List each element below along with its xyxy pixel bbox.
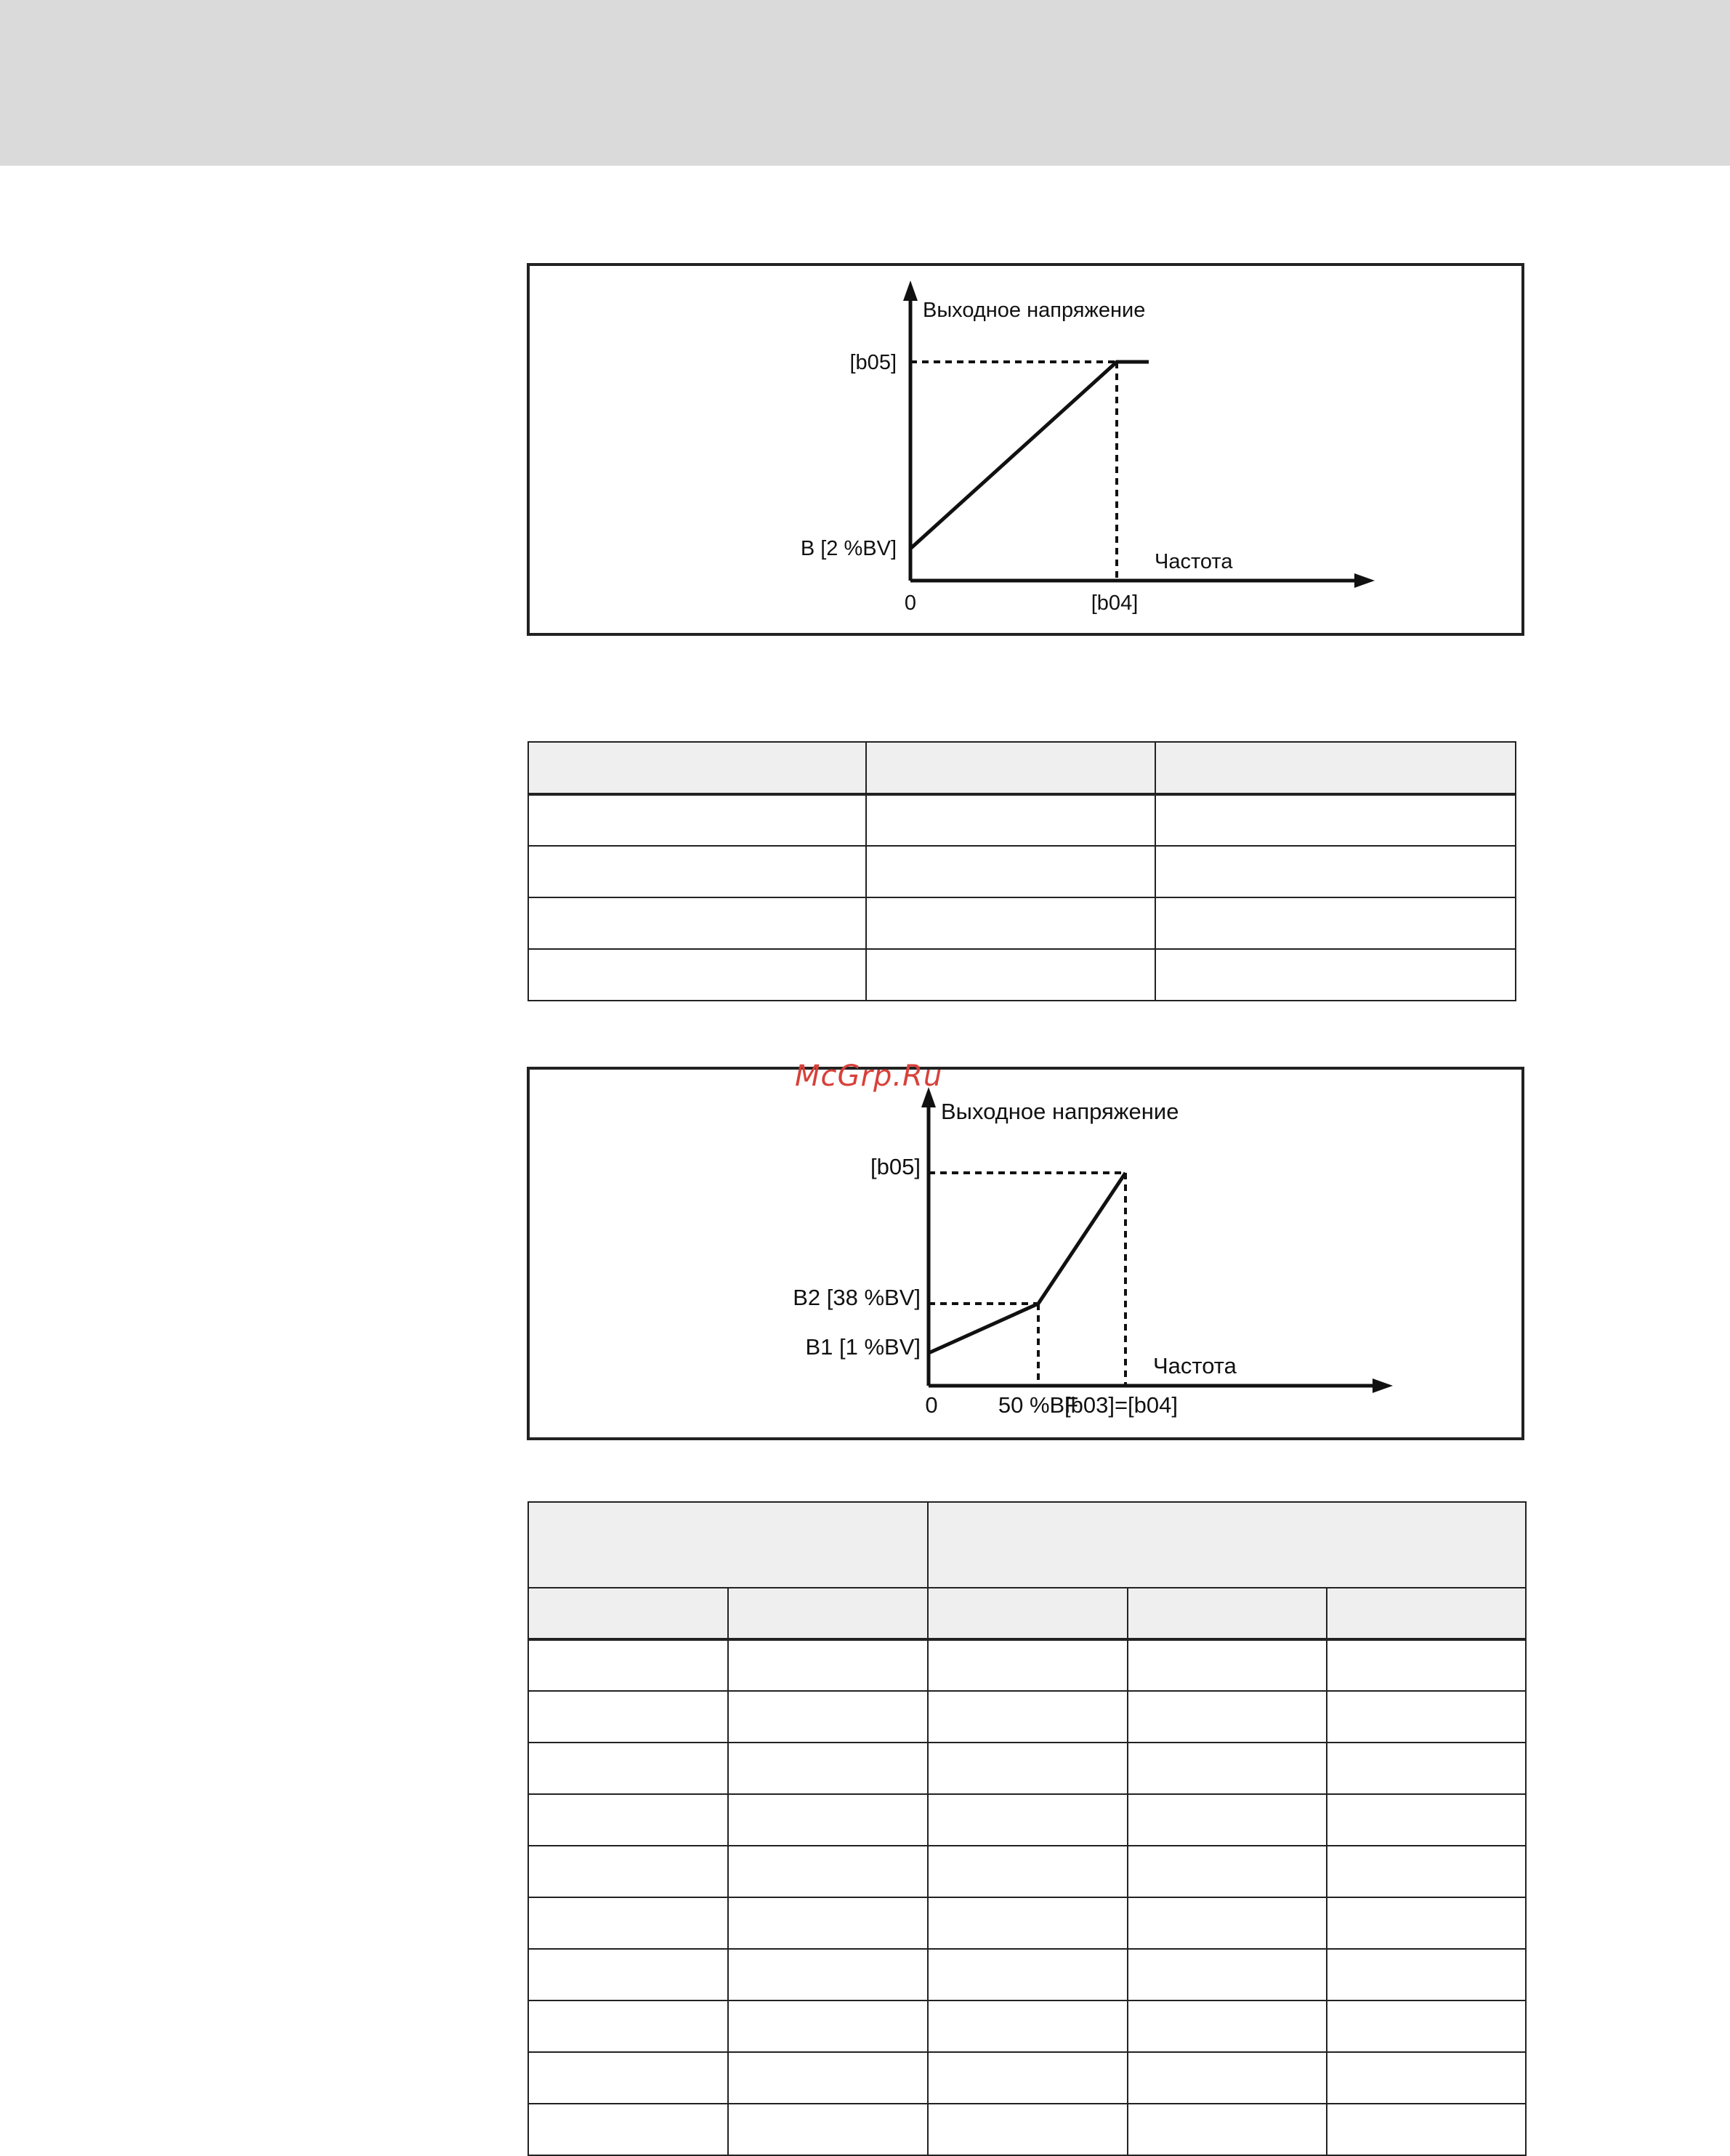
y-mid-label: B2 [38 %BV] <box>793 1285 921 1310</box>
table-cell <box>1327 1691 1526 1743</box>
table-cell <box>528 1743 728 1794</box>
x-mid-label: 50 %BF <box>998 1392 1079 1418</box>
table-cell <box>528 897 866 949</box>
table-row <box>528 1691 1526 1743</box>
table-cell <box>528 846 866 897</box>
figure-two-segment-characteristic <box>527 1067 1524 1440</box>
y-top-label: [b05] <box>849 351 897 374</box>
table-cell <box>928 2000 1128 2052</box>
x-axis-arrow-icon <box>1373 1378 1393 1393</box>
table-cell <box>866 794 1155 846</box>
table-cell <box>1155 846 1516 897</box>
table-cell <box>928 1846 1128 1897</box>
table-cell <box>928 2104 1128 2155</box>
table-header-cell <box>928 1502 1526 1588</box>
table-cell <box>928 1743 1128 1794</box>
table-cell <box>1155 897 1516 949</box>
table-cell <box>528 1639 728 1691</box>
table-header-cell <box>1155 742 1516 794</box>
table-cell <box>728 1639 928 1691</box>
table-cell <box>728 1846 928 1897</box>
y-axis-arrow-icon <box>903 280 918 301</box>
table-cell <box>1128 2000 1327 2052</box>
parameter-table-2 <box>528 1501 1527 2156</box>
parameter-table-1 <box>528 741 1516 1001</box>
table-cell <box>1155 794 1516 846</box>
table-cell <box>1128 2104 1327 2155</box>
x-axis-label: Частота <box>1153 1353 1237 1378</box>
table-cell <box>1327 1794 1526 1846</box>
table-row <box>528 794 1516 846</box>
table-header-cell <box>1128 1588 1327 1639</box>
chart-two-segment <box>530 1070 1521 1437</box>
table-header-cell <box>528 742 866 794</box>
table-header-row-group <box>528 1502 1526 1588</box>
table-cell <box>1128 1639 1327 1691</box>
table-row <box>528 1639 1526 1691</box>
table-cell <box>1327 1743 1526 1794</box>
table-cell <box>928 1949 1128 2000</box>
table-row <box>528 1949 1526 2000</box>
table-cell <box>528 1794 728 1846</box>
table-header-cell <box>1327 1588 1526 1639</box>
table-cell <box>928 1897 1128 1949</box>
table-header-cell <box>728 1588 928 1639</box>
table-header-cell <box>528 1502 928 1588</box>
table-cell <box>928 2052 1128 2104</box>
table-cell <box>728 2104 928 2155</box>
figure-linear-characteristic <box>527 263 1524 636</box>
table-header-cell <box>528 1588 728 1639</box>
table-row <box>528 1743 1526 1794</box>
origin-label: 0 <box>904 592 917 615</box>
y-top-label: [b05] <box>870 1154 921 1179</box>
table-cell <box>528 2000 728 2052</box>
table-cell <box>528 2104 728 2155</box>
table-row <box>528 2104 1526 2155</box>
table-cell <box>928 1639 1128 1691</box>
table-cell <box>528 1691 728 1743</box>
table-row <box>528 846 1516 897</box>
table-row <box>528 1846 1526 1897</box>
table-cell <box>728 2000 928 2052</box>
table-cell <box>1327 1949 1526 2000</box>
table-cell <box>728 1743 928 1794</box>
table-row <box>528 2000 1526 2052</box>
table-cell <box>1327 2104 1526 2155</box>
table-header-row <box>528 1588 1526 1639</box>
table-cell <box>1128 1743 1327 1794</box>
table-row <box>528 949 1516 1001</box>
table-header-cell <box>928 1588 1128 1639</box>
table-cell <box>1327 2052 1526 2104</box>
table-cell <box>866 846 1155 897</box>
table-cell <box>728 1794 928 1846</box>
table-cell <box>728 1691 928 1743</box>
table-cell <box>1128 1691 1327 1743</box>
y-axis-label: Выходное напряжение <box>923 299 1146 322</box>
table-cell <box>728 1949 928 2000</box>
table-cell <box>1128 2052 1327 2104</box>
table-row <box>528 1794 1526 1846</box>
origin-label: 0 <box>925 1392 938 1418</box>
page-header-band <box>0 0 1730 166</box>
table-cell <box>928 1691 1128 1743</box>
table-cell <box>728 1897 928 1949</box>
y-start-label: B [2 %BV] <box>800 537 897 560</box>
chart-linear <box>530 266 1521 633</box>
table-cell <box>928 1794 1128 1846</box>
table-header-cell <box>866 742 1155 794</box>
table-cell <box>1155 949 1516 1001</box>
table-cell <box>528 1846 728 1897</box>
table-cell <box>1128 1794 1327 1846</box>
table-header-row <box>528 742 1516 794</box>
x-break-label: [b04] <box>1091 592 1139 615</box>
x-axis-label: Частота <box>1155 550 1233 573</box>
table-row <box>528 2052 1526 2104</box>
table-cell <box>528 1949 728 2000</box>
table-cell <box>1327 2000 1526 2052</box>
y-axis-label: Выходное напряжение <box>941 1099 1179 1124</box>
table-cell <box>1128 1897 1327 1949</box>
table-cell <box>528 794 866 846</box>
y-start-label: B1 [1 %BV] <box>805 1334 921 1360</box>
voltage-curve <box>910 362 1149 549</box>
table-cell <box>528 1897 728 1949</box>
table-cell <box>528 949 866 1001</box>
table-cell <box>528 2052 728 2104</box>
table-row <box>528 897 1516 949</box>
table-cell <box>1327 1846 1526 1897</box>
table-cell <box>1327 1639 1526 1691</box>
table-cell <box>1128 1949 1327 2000</box>
table-cell <box>1128 1846 1327 1897</box>
table-row <box>528 1897 1526 1949</box>
watermark: McGrp.Ru <box>795 1059 943 1093</box>
x-axis-arrow-icon <box>1354 573 1375 588</box>
voltage-curve <box>929 1173 1125 1353</box>
table-cell <box>866 949 1155 1001</box>
table-cell <box>866 897 1155 949</box>
table-cell <box>728 2052 928 2104</box>
x-end-label: [b03]=[b04] <box>1064 1392 1178 1418</box>
table-cell <box>1327 1897 1526 1949</box>
